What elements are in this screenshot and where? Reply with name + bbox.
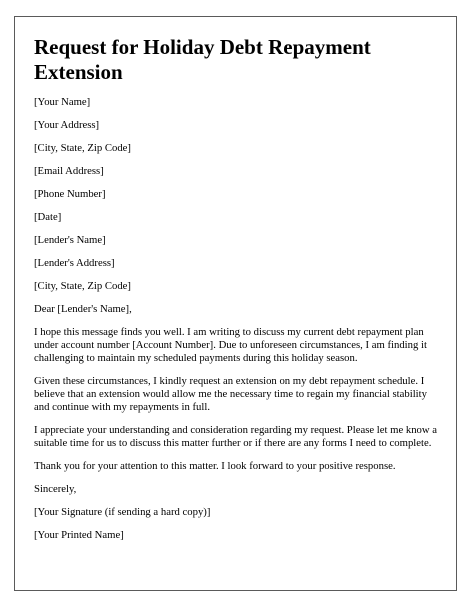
printed-name: [Your Printed Name] (34, 529, 124, 541)
closing: Sincerely, (34, 483, 77, 495)
signature-line: [Your Signature (if sending a hard copy)] (34, 506, 211, 518)
letter-content (34, 35, 442, 552)
sender-city-state-zip: [City, State, Zip Code] (34, 142, 131, 154)
letter-date: [Date] (34, 211, 62, 223)
sender-phone: [Phone Number] (34, 188, 106, 200)
letter-page (14, 16, 457, 591)
salutation: Dear [Lender's Name], (34, 303, 132, 315)
body-paragraph-4: Thank you for your attention to this matter. I look forward to your positive response. (34, 460, 396, 472)
body-paragraph-2: Given these circumstances, I kindly request an extension on my debt repayment schedule. I believe that an extension would allow me the necessary time to regain my financial stability and continue with my repayments in full. (34, 375, 427, 413)
recipient-city-state-zip: [City, State, Zip Code] (34, 280, 131, 292)
body-paragraph-1: I hope this message finds you well. I am writing to discuss my current debt repayment plan under account number [Account Number]. Due to unforeseen circumstances, I am finding it challenging to maintain my scheduled payments during this holiday season. (34, 326, 427, 364)
recipient-address: [Lender's Address] (34, 257, 115, 269)
recipient-name: [Lender's Name] (34, 234, 106, 246)
body-paragraph-3: I appreciate your understanding and consideration regarding my request. Please let me know a suitable time for us to discuss this matter further or if there are any forms I need to complete. (34, 424, 438, 449)
sender-name: [Your Name] (34, 96, 91, 108)
sender-email: [Email Address] (34, 165, 104, 177)
sender-address: [Your Address] (34, 119, 100, 131)
letter-title: Request for Holiday Debt Repayment Extension (34, 35, 371, 84)
